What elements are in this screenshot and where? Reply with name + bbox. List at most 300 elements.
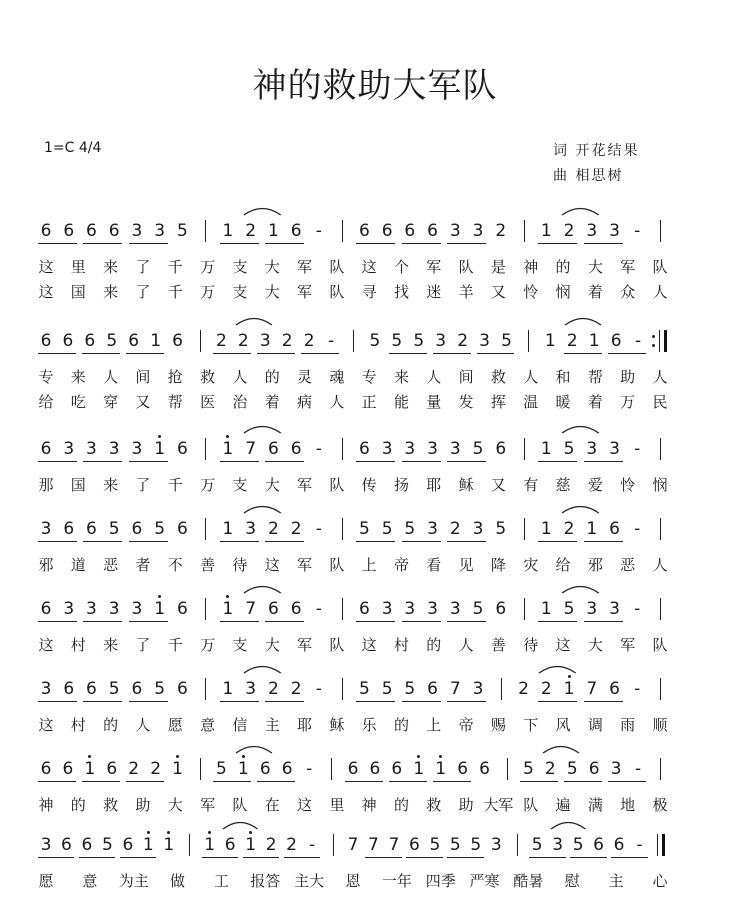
note: 2 [216, 331, 227, 351]
notation-row [0, 750, 750, 792]
lyric-row-2 [0, 391, 750, 411]
lyric-syllable: 万 [200, 258, 216, 276]
lyric-syllable: 主 [264, 716, 280, 734]
lyric-syllable: 邪 [38, 556, 54, 574]
eighth-beam [538, 701, 577, 702]
lyric-syllable: 来 [103, 258, 119, 276]
note: 1 [588, 331, 600, 351]
eighth-beam [38, 781, 76, 782]
note: 3 [449, 221, 461, 241]
note: 6 [106, 759, 118, 779]
note: 3 [245, 519, 257, 539]
note: 2 [290, 679, 302, 699]
eighth-beam [402, 243, 441, 244]
eighth-beam [220, 243, 259, 244]
barline [342, 220, 343, 242]
note: 5 [154, 679, 166, 699]
eighth-beam [389, 353, 427, 354]
lyric-syllable: 着 [264, 393, 280, 411]
note: 1 [222, 679, 234, 699]
dash: - [315, 439, 322, 459]
lyric-syllable: 发 [458, 393, 474, 411]
eighth-beam [564, 353, 602, 354]
eighth-beam [538, 461, 577, 462]
note: 5 [358, 519, 370, 539]
lyric-syllable: 来 [103, 283, 119, 301]
lyric-syllable: 千 [167, 283, 183, 301]
eighth-beam [83, 541, 122, 542]
barline [205, 678, 206, 700]
barline [507, 758, 508, 780]
note: 6 [131, 519, 143, 539]
note: 3 [381, 599, 393, 619]
note: 5 [358, 679, 370, 699]
note: 2 [281, 331, 293, 351]
lyric-syllable: 这 [38, 716, 54, 734]
eighth-beam [38, 857, 74, 858]
barline [200, 758, 201, 780]
lyric-syllable: 暖 [555, 393, 571, 411]
note: 6 [62, 759, 74, 779]
note: 6 [369, 759, 381, 779]
note: 3 [449, 439, 461, 459]
note: 5 [523, 759, 534, 779]
barline [524, 518, 525, 540]
note: 5 [566, 759, 578, 779]
dash: - [306, 759, 313, 779]
note: 1 [150, 331, 162, 351]
lyric-syllable: 队 [329, 258, 345, 276]
note: 3 [245, 679, 257, 699]
note: 6 [381, 221, 393, 241]
eighth-beam [538, 243, 577, 244]
lyric-syllable: 大 [264, 258, 280, 276]
lyric-syllable: 和 [555, 368, 571, 386]
lyric-syllable: 灾 [523, 556, 539, 574]
lyric-syllable: 军 [297, 476, 313, 494]
lyric-syllable: 这 [38, 258, 54, 276]
lyric-row-1 [0, 794, 750, 814]
lyric-syllable: 遍 [555, 796, 571, 814]
notation-row [0, 212, 750, 254]
lyric-syllable: 这 [555, 636, 571, 654]
lyric-syllable: 悯 [652, 476, 668, 494]
dash: - [315, 599, 322, 619]
lyric-syllable: 这 [38, 283, 54, 301]
barline [660, 598, 661, 620]
eighth-beam [447, 243, 486, 244]
eighth-beam [213, 353, 251, 354]
score-line [0, 430, 750, 510]
lyric-syllable: 人 [652, 283, 668, 301]
barline [524, 220, 525, 242]
eighth-beam [243, 857, 279, 858]
lyric-syllable: 大 [264, 283, 280, 301]
score-line [0, 670, 750, 750]
lyric-row-1 [0, 366, 750, 386]
slur [538, 664, 577, 674]
eighth-beam [447, 461, 486, 462]
eighth-beam [356, 243, 395, 244]
lyric-syllable: 待 [523, 636, 539, 654]
notation-row [0, 670, 750, 712]
eighth-beam [129, 461, 168, 462]
lyric-syllable: 道 [70, 556, 86, 574]
lyric-syllable: 扬 [393, 476, 409, 494]
eighth-beam [356, 621, 395, 622]
lyric-syllable: 又 [135, 393, 151, 411]
eighth-beam [265, 621, 304, 622]
note: 5 [154, 519, 166, 539]
dash: - [634, 221, 641, 241]
lyric-syllable: 传 [361, 476, 377, 494]
note: 6 [40, 759, 52, 779]
lyric-syllable: 来 [70, 368, 86, 386]
note: 2 [566, 331, 578, 351]
note: 6 [358, 599, 370, 619]
lyric-syllable: 军 [620, 636, 636, 654]
notation-row [0, 430, 750, 472]
barline [660, 438, 661, 460]
high-octave-dot [167, 831, 170, 834]
lyric-syllable: 军 [620, 258, 636, 276]
note: 5 [449, 835, 461, 855]
note: 1 [222, 599, 234, 619]
barline [331, 758, 332, 780]
lyric-syllable: 那 [38, 476, 54, 494]
eighth-beam [447, 701, 486, 702]
eighth-beam [584, 243, 623, 244]
lyric-syllable: 救 [103, 796, 119, 814]
lyric-syllable: 爱 [587, 476, 603, 494]
note: 1 [586, 519, 598, 539]
barline [517, 834, 518, 856]
barline [342, 598, 343, 620]
note: 3 [435, 331, 447, 351]
lyric-syllable: 信 [232, 716, 248, 734]
note: 3 [131, 221, 143, 241]
note: 1 [204, 835, 216, 855]
eighth-beam [570, 857, 606, 858]
note: 6 [593, 835, 604, 855]
note: 2 [267, 519, 279, 539]
lyric-syllable: 人 [103, 368, 119, 386]
lyric-syllable: 军 [297, 556, 313, 574]
barline [342, 438, 343, 460]
eighth-beam [83, 461, 122, 462]
note: 1 [413, 759, 425, 779]
note: 6 [427, 221, 438, 241]
eighth-beam [584, 701, 623, 702]
note: 6 [177, 519, 188, 539]
lyric-syllable: 千 [167, 258, 183, 276]
barline [205, 220, 206, 242]
score-line [0, 510, 750, 590]
lyric-syllable: 极 [652, 796, 668, 814]
note: 1 [237, 759, 249, 779]
note: 2 [544, 759, 556, 779]
lyric-syllable: 万 [620, 393, 636, 411]
lyric-syllable: 能 [393, 393, 409, 411]
eighth-beam [126, 353, 164, 354]
barline [342, 518, 343, 540]
slur [243, 664, 282, 674]
lyric-syllable: 神 [523, 258, 539, 276]
lyric-syllable: 穿 [103, 393, 119, 411]
dash: - [634, 439, 641, 459]
lyric-syllable: 众 [620, 283, 636, 301]
note: 3 [86, 599, 97, 619]
note: 6 [588, 759, 600, 779]
lyric-syllable: 待 [232, 556, 248, 574]
lyric-syllable: 助 [135, 796, 151, 814]
note: 6 [63, 221, 75, 241]
lyric-syllable: 支 [232, 283, 248, 301]
lyric-syllable: 来 [393, 368, 409, 386]
high-octave-dot [176, 755, 179, 758]
final-barline [662, 834, 665, 856]
eighth-beam [529, 857, 565, 858]
note: 5 [369, 331, 381, 351]
lyric-syllable: 的 [426, 636, 442, 654]
slur [222, 820, 258, 830]
note: 5 [216, 759, 227, 779]
lyric-syllable: 万 [200, 636, 216, 654]
note: 5 [563, 599, 575, 619]
note: 1 [267, 221, 279, 241]
lyric-syllable: 了 [135, 476, 151, 494]
note: 6 [427, 679, 438, 699]
lyric-syllable: 耶 [426, 476, 442, 494]
lyric-syllable: 酷暑 [513, 872, 544, 890]
lyric-syllable: 队 [652, 258, 668, 276]
lyric-row-1 [0, 474, 750, 494]
composer-credit: 曲 相思树 [553, 168, 624, 184]
eighth-beam [447, 621, 486, 622]
note: 1 [222, 519, 234, 539]
note: 6 [609, 679, 620, 699]
note: 5 [472, 439, 484, 459]
lyric-syllable: 人 [135, 716, 151, 734]
lyric-syllable: 队 [652, 636, 668, 654]
slur [561, 206, 600, 216]
eighth-beam [356, 461, 395, 462]
note: 5 [404, 519, 416, 539]
note: 2 [150, 759, 162, 779]
note: 1 [154, 599, 166, 619]
eighth-beam [129, 541, 168, 542]
lyric-syllable: 万 [200, 283, 216, 301]
note: 6 [613, 835, 625, 855]
note: 3 [609, 439, 620, 459]
notation-row [0, 826, 750, 868]
barline [660, 758, 661, 780]
eighth-beam [584, 541, 623, 542]
note: 1 [142, 835, 154, 855]
lyric-syllable: 人 [329, 393, 345, 411]
note: 6 [172, 331, 183, 351]
note: 5 [572, 835, 584, 855]
note: 3 [404, 439, 416, 459]
note: 3 [63, 439, 75, 459]
high-octave-dot [439, 755, 442, 758]
lyric-syllable: 专 [38, 368, 54, 386]
eighth-beam [257, 353, 295, 354]
note: 5 [429, 835, 441, 855]
note: 1 [544, 331, 556, 351]
lyric-syllable: 支 [232, 258, 248, 276]
note: 6 [358, 221, 370, 241]
eighth-beam [538, 621, 577, 622]
note: 3 [490, 835, 502, 855]
eighth-beam [365, 857, 401, 858]
note: 5 [101, 835, 113, 855]
note: 5 [106, 331, 118, 351]
note: 3 [427, 599, 438, 619]
eighth-beam [402, 701, 441, 702]
high-octave-dot [158, 435, 161, 438]
lyric-syllable: 人 [652, 556, 668, 574]
eighth-beam [220, 461, 259, 462]
dash: - [327, 331, 335, 351]
lyric-syllable: 寻 [361, 283, 377, 301]
note: 1 [540, 439, 552, 459]
lyric-syllable: 的 [264, 368, 280, 386]
lyric-syllable: 神 [361, 796, 377, 814]
note: 7 [368, 835, 379, 855]
dash: - [634, 679, 641, 699]
lyric-syllable: 报答 [250, 872, 281, 890]
note: 6 [62, 331, 74, 351]
lyric-syllable: 了 [135, 283, 151, 301]
high-octave-dot [208, 831, 211, 834]
lyric-syllable: 大 [264, 636, 280, 654]
lyric-syllable: 吃 [70, 393, 86, 411]
note: 1 [435, 759, 447, 779]
note: 7 [449, 679, 461, 699]
lyric-syllable: 不 [167, 556, 183, 574]
high-octave-dot [88, 755, 91, 758]
note: 2 [290, 519, 302, 539]
lyric-syllable: 人 [652, 368, 668, 386]
barline [501, 678, 502, 700]
note: 6 [86, 679, 97, 699]
lyric-syllable: 又 [490, 283, 506, 301]
lyric-syllable: 军 [426, 258, 442, 276]
note: 6 [281, 759, 293, 779]
dash: - [315, 221, 322, 241]
barline [353, 330, 354, 352]
note: 6 [177, 599, 188, 619]
note: 3 [427, 519, 438, 539]
note: 3 [449, 599, 461, 619]
note: 1 [172, 759, 183, 779]
lyric-syllable: 大 [264, 476, 280, 494]
barline [660, 220, 661, 242]
note: 3 [63, 599, 75, 619]
note: 6 [63, 519, 75, 539]
eighth-beam [83, 243, 122, 244]
lyric-row-1 [0, 870, 750, 890]
note: 2 [518, 679, 529, 699]
lyric-syllable: 助 [458, 796, 474, 814]
note: 5 [563, 439, 575, 459]
lyric-syllable: 赐 [490, 716, 506, 734]
eighth-beam [257, 781, 295, 782]
lyric-syllable: 着 [587, 283, 603, 301]
barline [200, 330, 201, 352]
note: 7 [586, 679, 598, 699]
lyric-syllable: 看 [426, 556, 442, 574]
high-octave-dot [417, 755, 420, 758]
note: 6 [40, 331, 52, 351]
note: 7 [245, 599, 257, 619]
lyric-syllable: 这 [264, 556, 280, 574]
lyric-syllable: 羊 [458, 283, 474, 301]
lyric-syllable: 慰 [564, 872, 580, 890]
high-octave-dot [568, 675, 571, 678]
note: 2 [265, 835, 277, 855]
lyric-syllable: 万 [200, 476, 216, 494]
score-line [0, 212, 750, 301]
eighth-beam [220, 621, 259, 622]
lyric-syllable: 支 [232, 636, 248, 654]
lyric-syllable: 来 [103, 476, 119, 494]
note: 3 [586, 221, 598, 241]
credits [553, 139, 639, 189]
note: 5 [472, 599, 484, 619]
note: 6 [224, 835, 236, 855]
note: 5 [381, 519, 393, 539]
eighth-beam [126, 781, 164, 782]
dash: - [634, 599, 641, 619]
note: 3 [586, 439, 598, 459]
note: 2 [457, 331, 469, 351]
score-line [0, 750, 750, 830]
note: 3 [108, 439, 120, 459]
lyric-syllable: 稣 [329, 716, 345, 734]
barline [524, 438, 525, 460]
lyric-syllable: 给 [555, 556, 571, 574]
eighth-beam [402, 461, 441, 462]
note: 6 [267, 599, 279, 619]
eighth-beam [608, 781, 646, 782]
note: 3 [472, 519, 484, 539]
barline [657, 834, 658, 856]
note: 6 [86, 221, 97, 241]
lyric-syllable: 上 [426, 716, 442, 734]
lyric-syllable: 人 [458, 636, 474, 654]
lyric-syllable: 人 [426, 368, 442, 386]
lyric-syllable: 队 [458, 258, 474, 276]
lyric-syllable: 村 [70, 636, 86, 654]
eighth-beam [433, 781, 471, 782]
note: 5 [108, 519, 120, 539]
note: 3 [40, 835, 52, 855]
eighth-beam [213, 781, 251, 782]
lyric-syllable: 的 [393, 796, 409, 814]
lyric-syllable: 个 [393, 258, 409, 276]
lyric-syllable: 救 [200, 368, 216, 386]
lyric-syllable: 这 [38, 636, 54, 654]
note: 5 [495, 519, 507, 539]
lyric-syllable: 恩 [345, 872, 361, 890]
slur [550, 820, 586, 830]
note: 6 [457, 759, 469, 779]
lyric-syllable: 里 [70, 258, 86, 276]
lyric-syllable: 村 [393, 636, 409, 654]
slur [542, 744, 580, 754]
